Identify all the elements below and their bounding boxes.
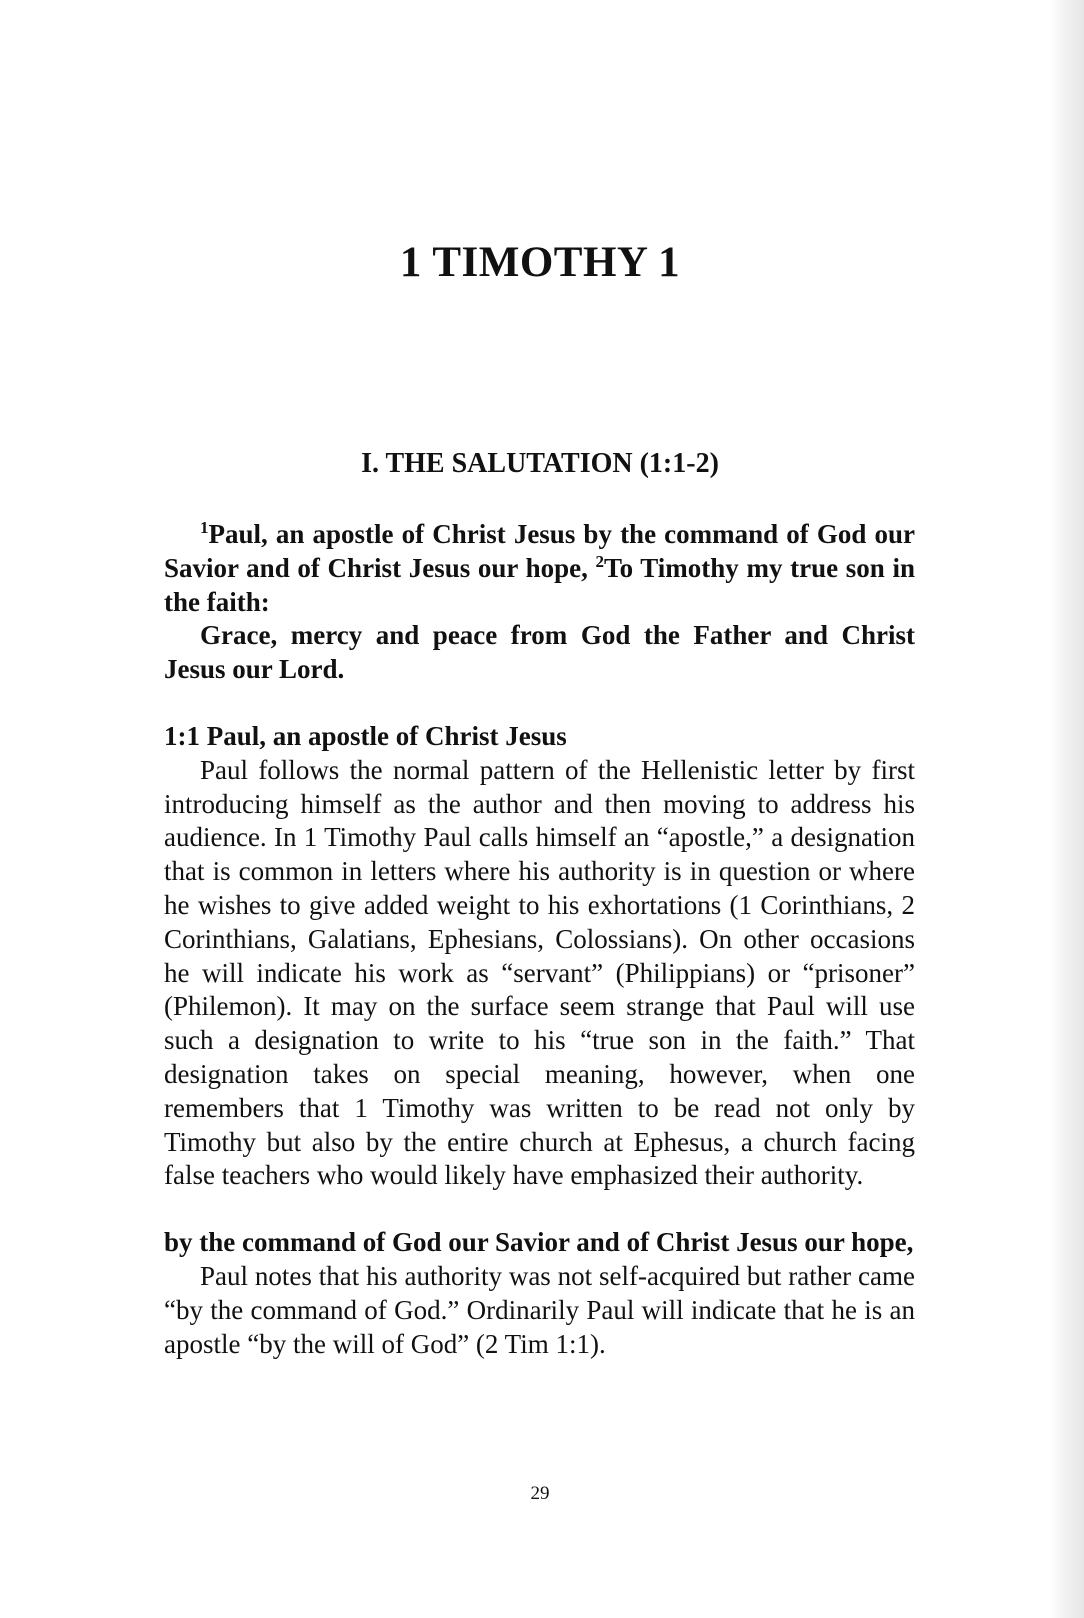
verse-number-1: 1	[200, 518, 209, 537]
verse-number-2: 2	[595, 551, 605, 571]
text-column	[164, 518, 915, 1361]
page-edge-shadow	[1050, 0, 1084, 1618]
section-heading: I. THE SALUTATION (1:1-2)	[361, 448, 719, 479]
verse-2-text: To Timothy my true son in the faith:	[164, 552, 915, 617]
chapter-title: 1 TIMOTHY 1	[399, 239, 681, 286]
commentary-body-1: Paul follows the normal pattern of the Hellenistic letter by first introducing himself as the author and then moving to address his audience. In 1 Timothy Paul calls himself an “apostle,” a designation that is common in letters where his authority is in question or where he wishes to give added weight to his exhortations (1 Corinthians, 2 Corinthians, Galatians, Ephesians, Colossians). On other occasions he will indicate his work as “servant” (Philippians) or “prisoner” (Philemon). It may on the surface seem strange that Paul will use such a designation to write to his “true son in the faith.” That designation takes on special meaning, however, when one remembers that 1 Timothy was written to be read not only by Timothy but also by the entire church at Ephesus, a church facing false teachers who would likely have emphasized their authority.	[164, 754, 915, 1191]
scripture-paragraph-1	[164, 518, 915, 619]
commentary-lemma-2: by the command of God our Savior and of Christ Jesus our hope,	[164, 1227, 914, 1258]
scripture-paragraph-2: Grace, mercy and peace from God the Father and Christ Jesus our Lord.	[164, 620, 915, 685]
commentary-body-2: Paul notes that his authority was not self-acquired but rather came “by the command of God.” Ordinarily Paul will indicate that he is an apostle “by the will of God” (2 Tim 1:1).	[164, 1260, 915, 1359]
page-number: 29	[530, 1483, 550, 1504]
verse-1-text: Paul, an apostle of Christ Jesus by the command of God our Savior and of Christ Jesus our hope,	[164, 519, 915, 583]
commentary-lemma-1: 1:1 Paul, an apostle of Christ Jesus	[164, 720, 567, 751]
